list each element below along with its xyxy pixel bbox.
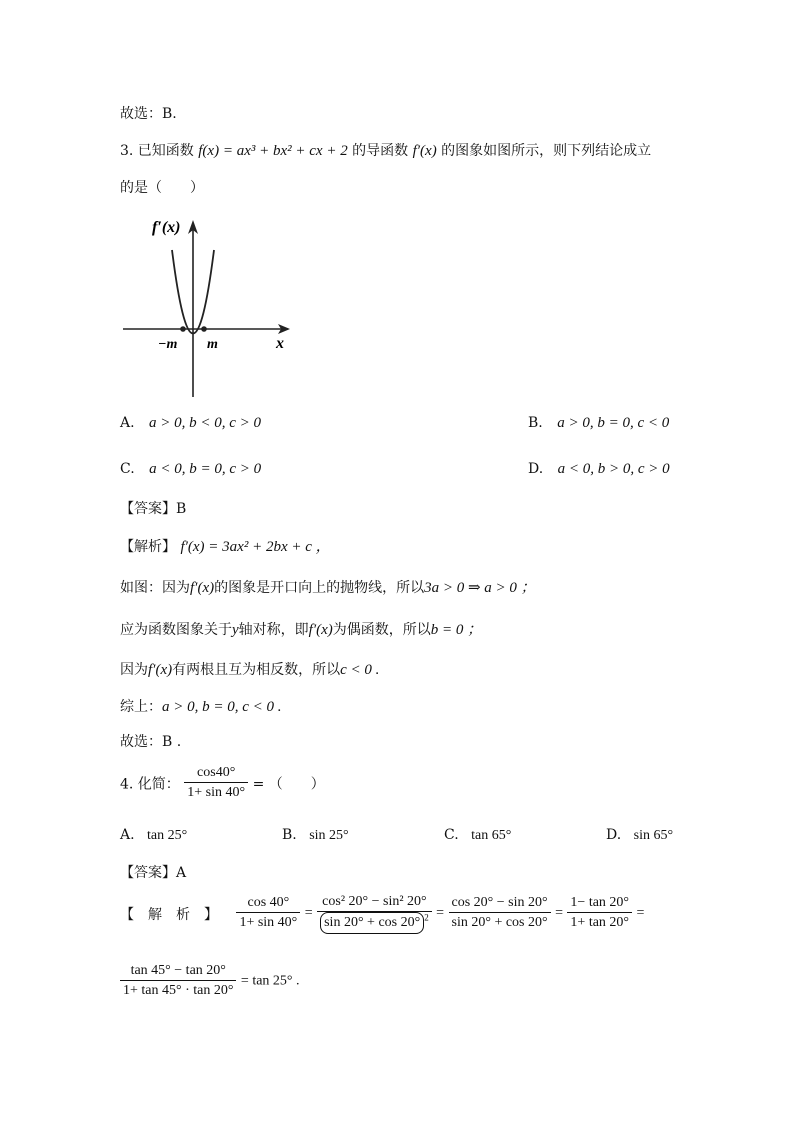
q3-analysis xyxy=(120,535,331,556)
math: c < 0 . xyxy=(340,662,380,678)
denominator: 1+ tan 20° xyxy=(570,915,630,930)
math: b = 0 ； xyxy=(430,622,483,638)
option-text: a < 0, b > 0, c > 0 xyxy=(557,461,670,477)
option-text: sin 25° xyxy=(309,828,349,843)
q3-stem-line1 xyxy=(120,140,651,160)
text: 因为 xyxy=(120,662,148,678)
sol-frac-5 xyxy=(120,962,236,1001)
q4-option-a[interactable] xyxy=(120,827,187,844)
sol-frac-1 xyxy=(236,894,300,933)
q3-derivative-graph xyxy=(118,212,298,402)
q3-stem-line2: 的是（ ） xyxy=(120,180,204,196)
q3-option-d[interactable] xyxy=(528,461,670,478)
root-label-pos: m xyxy=(207,337,218,352)
q3-function: f(x) = ax³ + bx² + cx + 2 xyxy=(198,143,348,159)
previous-answer-line: 故选：B. xyxy=(120,106,177,122)
option-text: a < 0, b = 0, c > 0 xyxy=(149,461,262,477)
q4-option-d[interactable] xyxy=(606,827,673,844)
option-text: sin 65° xyxy=(633,828,674,843)
denominator: sin 20° + cos 20° xyxy=(320,912,424,934)
numerator: tan 45° − tan 20° xyxy=(120,962,236,981)
q3-reason-line2 xyxy=(120,618,482,639)
option-letter: D. xyxy=(606,827,622,843)
math: f′(x) xyxy=(308,622,333,638)
q4-option-c[interactable] xyxy=(444,827,511,844)
denominator: 1+ tan 45° · tan 20° xyxy=(123,983,234,998)
option-text: tan 25° xyxy=(147,828,188,843)
q3-choose: 故选：B . xyxy=(120,734,182,750)
q4-answer: 【答案】A xyxy=(120,865,187,881)
x-axis-label: x xyxy=(276,335,284,352)
q3-reason-line1 xyxy=(120,576,536,597)
option-text: tan 65° xyxy=(471,828,512,843)
sol-frac-4 xyxy=(567,894,632,933)
option-letter: C. xyxy=(120,461,135,477)
option-letter: A. xyxy=(120,415,135,431)
text: 有两根且互为相反数，所以 xyxy=(172,662,341,678)
option-letter: B. xyxy=(528,415,543,431)
q3-derivative: f′(x) xyxy=(412,143,437,159)
root-point-neg xyxy=(180,326,186,332)
math: f′(x) xyxy=(190,580,215,596)
q3-summary xyxy=(120,696,282,716)
numerator: cos² 20° − sin² 20° xyxy=(317,893,432,912)
root-point-pos xyxy=(201,326,207,332)
analysis-tag: 【解析】 xyxy=(120,539,176,555)
sol-result: = tan 25° . xyxy=(240,973,300,989)
text: = （ ） xyxy=(252,776,325,793)
numerator: cos 40° xyxy=(236,894,300,913)
math: f′(x) xyxy=(148,662,173,678)
math: y xyxy=(232,622,239,638)
q4-option-b[interactable] xyxy=(282,827,349,844)
q3-stem-mid: 的导函数 xyxy=(352,143,409,159)
text: 的图象是开口向上的抛物线，所以 xyxy=(214,580,425,596)
analysis-tag: 【 解 析 】 xyxy=(120,906,218,923)
text: 为偶函数，所以 xyxy=(332,622,431,638)
option-letter: A. xyxy=(120,827,135,843)
math: 3a > 0 ⇒ a > 0 ； xyxy=(424,580,536,596)
q4-analysis-line1: 【 解 析 】 $\frac{\cos 40^\circ}{1+ \sin 40^\circ}$ = $\frac{\text{cos² 20° − sin² 20°}}{\sin 20^\circ + \cos 20^\circ ^2}$ = $\frac{\cos 20^\circ - \sin 20^\circ}{\sin 20^\circ + \cos 20^\circ}$ = $\frac{1- \tan 20^\circ}{1+ \tan 20^\circ}$ = xyxy=(120,893,644,934)
q3-option-c[interactable] xyxy=(120,461,261,478)
option-letter: C. xyxy=(444,827,459,843)
q3-option-b[interactable] xyxy=(528,415,669,432)
q3-reason-line3 xyxy=(120,659,379,679)
q4-fraction xyxy=(184,764,248,803)
denominator: 1+ sin 40° xyxy=(239,915,298,930)
q3-answer: 【答案】B xyxy=(120,501,187,517)
analysis-formula: f′(x) = 3ax² + 2bx + c ， xyxy=(180,539,331,555)
y-axis-label: f′(x) xyxy=(152,219,181,236)
sol-frac-2: $\frac{\text{cos² 20° − sin² 20°}}{\sin 20^\circ + \cos 20^\circ ^2}$ xyxy=(317,893,432,934)
option-text: a > 0, b = 0, c < 0 xyxy=(557,415,670,431)
q4-stem xyxy=(120,764,325,803)
math: a > 0, b = 0, c < 0 . xyxy=(162,699,282,715)
denominator: sin 20° + cos 20° xyxy=(451,915,548,930)
sol-frac-3 xyxy=(449,894,551,933)
option-letter: B. xyxy=(282,827,297,843)
denominator: 1+ sin 40° xyxy=(187,785,246,800)
text: 轴对称，即 xyxy=(238,622,309,638)
q3-stem-post: 的图象如图所示，则下列结论成立 xyxy=(441,143,652,159)
text: 应为函数图象关于 xyxy=(120,622,232,638)
q3-stem-pre: 3. 已知函数 xyxy=(120,143,194,159)
text: 综上： xyxy=(120,699,162,715)
q3-option-a[interactable] xyxy=(120,415,261,432)
option-text: a > 0, b < 0, c > 0 xyxy=(149,415,262,431)
numerator: 1− tan 20° xyxy=(567,894,632,913)
option-letter: D. xyxy=(528,461,544,477)
text: 4. 化简： xyxy=(120,776,180,793)
numerator: cos40° xyxy=(184,764,248,783)
numerator: cos 20° − sin 20° xyxy=(449,894,551,913)
text: 如图：因为 xyxy=(120,580,190,596)
q4-analysis-line2 xyxy=(120,962,300,1001)
root-label-neg: −m xyxy=(158,337,178,352)
